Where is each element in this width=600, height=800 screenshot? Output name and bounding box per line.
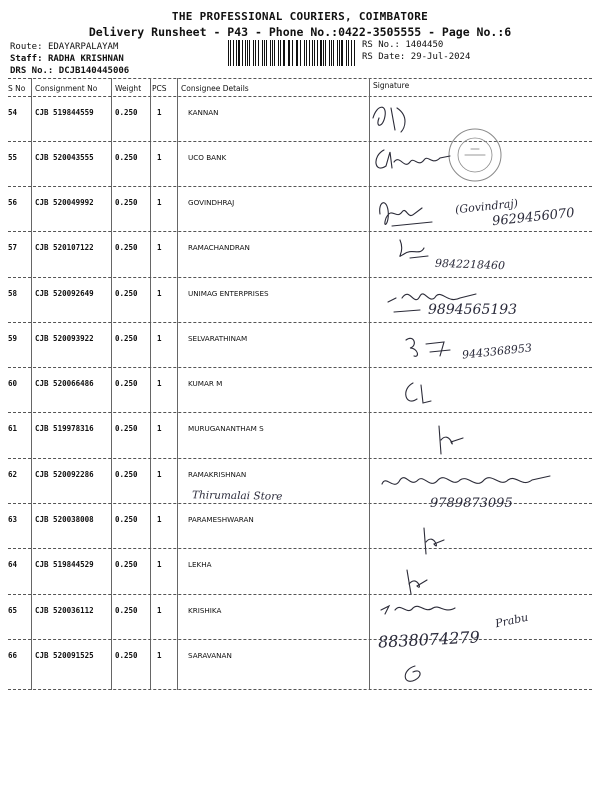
consignment-cell: CJB 520093922 [35,334,94,343]
pcs-cell: 1 [157,560,162,569]
signature-scribble [365,98,425,142]
pcs-cell: 1 [157,424,162,433]
weight-cell: 0.250 [115,379,138,388]
barcode-bar [289,40,290,66]
runsheet-title: Delivery Runsheet - P43 - Phone No.:0422-3505555 - Page No.:6 [88,25,512,39]
handwritten-phone: 9629456070 [491,205,576,230]
sno-cell: 59 [8,334,18,343]
table-row [0,549,600,594]
weight-cell: 0.250 [115,289,138,298]
handwritten-name: (Govindraj) [454,196,519,217]
consignment-cell: CJB 520049992 [35,198,94,207]
drs-line [10,66,129,76]
barcode-bar [228,40,229,66]
drs-value: DCJB140445006 [58,66,130,76]
col-header-signature: Signature [373,81,410,90]
barcode-bar [346,40,348,66]
drs-label: DRS No.: [10,66,54,76]
barcode-bar [309,40,310,66]
weight-cell: 0.250 [115,153,138,162]
signature-scribble [375,598,475,622]
barcode-bar [351,40,352,66]
pcs-cell: 1 [157,470,162,479]
barcode-bar [266,40,267,66]
handwritten-name: Prabu [494,610,530,631]
sno-cell: 62 [8,470,18,479]
col-header-consignee: Consignee Details [181,84,249,93]
signature-scribble [372,468,572,498]
barcode-bar [325,40,326,66]
weight-cell: 0.250 [115,334,138,343]
signature-scribble [380,282,490,322]
weight-cell: 0.250 [115,198,138,207]
weight-cell: 0.250 [115,651,138,660]
consignee-cell: MURUGANANTHAM S [188,424,264,433]
consignment-cell: CJB 520066486 [35,379,94,388]
barcode-bar [300,40,302,66]
pcs-cell: 1 [157,198,162,207]
signature-scribble [372,192,462,232]
pcs-cell: 1 [157,334,162,343]
route-line [10,42,118,52]
table-row [0,640,600,685]
signature-scribble [400,330,470,364]
route-label: Route: [10,42,43,52]
table-row [0,142,600,187]
pcs-cell: 1 [157,108,162,117]
sno-cell: 66 [8,651,18,660]
sno-cell: 54 [8,108,18,117]
table-row [0,97,600,142]
barcode-bar [242,40,243,66]
consignment-cell: CJB 520091525 [35,651,94,660]
row-separator [8,548,592,549]
pcs-cell: 1 [157,651,162,660]
weight-cell: 0.250 [115,606,138,615]
signature-scribble [370,140,460,180]
consignee-cell: PARAMESHWARAN [188,515,254,524]
consignee-cell: SELVARATHINAM [188,334,248,343]
barcode-bar [245,40,246,66]
barcode-bar [304,40,305,66]
sno-cell: 65 [8,606,18,615]
signature-scribble [395,660,435,690]
row-separator [8,594,592,595]
pcs-cell: 1 [157,379,162,388]
pcs-cell: 1 [157,243,162,252]
signature-scribble [425,420,475,460]
consignee-cell: SARAVANAN [188,651,232,660]
table-bottom-rule [8,689,592,690]
rs-date-value: 29-Jul-2024 [410,52,471,62]
barcode-bar [323,40,324,66]
barcode-bar [339,40,340,66]
consignee-cell: RAMACHANDRAN [188,243,250,252]
row-separator [8,367,592,368]
consignee-cell: KUMAR M [188,379,223,388]
weight-cell: 0.250 [115,424,138,433]
sno-cell: 64 [8,560,18,569]
sno-cell: 57 [8,243,18,252]
staff-line [10,54,124,64]
signature-scribble [410,522,460,558]
barcode-bar [236,40,237,66]
rs-no-value: 1404450 [405,40,444,50]
signature-scribble [395,375,445,411]
route-value: EDAYARPALAYAM [47,42,119,52]
col-header-consignment: Consignment No [35,84,98,93]
barcode-bar [278,40,279,66]
barcode-bar [270,40,271,66]
barcode-bar [253,40,254,66]
row-separator [8,412,592,413]
col-header-pcs: PCS [152,84,167,93]
barcode-bar [329,40,330,66]
barcode-bar [348,40,349,66]
consignment-cell: CJB 519978316 [35,424,94,433]
barcode-bar [337,40,338,66]
barcode-bar [320,40,322,66]
barcode-bar [238,40,240,66]
barcode-bar [312,40,313,66]
row-separator [8,231,592,232]
signature-scribble [395,562,445,598]
barcode-bar [233,40,234,66]
barcode-bar [306,40,307,66]
consignment-cell: CJB 519844529 [35,560,94,569]
pcs-cell: 1 [157,289,162,298]
row-separator [8,639,592,640]
sno-cell: 56 [8,198,18,207]
handwritten-phone: 9842218460 [434,256,506,273]
row-separator [8,186,592,187]
barcode-bar [262,40,263,66]
consignee-cell: LEKHA [188,560,212,569]
barcode-bar [272,40,273,66]
sno-cell: 55 [8,153,18,162]
barcode-bar [274,40,275,66]
consignment-cell: CJB 520107122 [35,243,94,252]
company-title: THE PROFESSIONAL COURIERS, COIMBATORE [171,10,429,23]
barcode-bar [288,40,289,66]
consignee-cell: GOVINDHRAJ [188,198,235,207]
sno-cell: 58 [8,289,18,298]
barcode-bar [317,40,318,66]
row-separator [8,322,592,323]
consignee-cell: UCO BANK [188,153,227,162]
pcs-cell: 1 [157,515,162,524]
rs-date-line [362,52,470,62]
handwritten-phone: 9789873095 [430,496,513,511]
barcode-bar [297,40,298,66]
barcode-bar [333,40,334,66]
weight-cell: 0.250 [115,243,138,252]
consignee-cell: UNIMAG ENTERPRISES [188,289,269,298]
rs-no-line [362,40,443,50]
barcode-bar [341,40,342,66]
barcode-bar [314,40,315,66]
barcode-bar [247,40,248,66]
handwritten-note: Thirumalai Store [191,489,283,503]
barcode-bar [264,40,265,66]
barcode-bar [255,40,256,66]
handwritten-phone: 9894565193 [428,302,518,318]
row-separator [8,458,592,459]
barcode-bar [283,40,285,66]
weight-cell: 0.250 [115,515,138,524]
col-header-weight: Weight [115,84,142,93]
col-header-sno: S No [8,84,26,93]
pcs-cell: 1 [157,153,162,162]
pcs-cell: 1 [157,606,162,615]
consignment-cell: CJB 520038008 [35,515,94,524]
barcode-bar [292,40,293,66]
consignee-cell: KRISHIKA [188,606,222,615]
rs-date-label: RS Date: [362,52,406,62]
sno-cell: 61 [8,424,18,433]
weight-cell: 0.250 [115,560,138,569]
row-separator [8,277,592,278]
barcode-bar [354,40,355,66]
barcode-bar [249,40,250,66]
barcode-bar [230,40,231,66]
staff-value: RADHA KRISHNAN [47,54,124,64]
staff-label: Staff: [10,54,43,64]
sno-cell: 60 [8,379,18,388]
consignment-cell: CJB 519844559 [35,108,94,117]
handwritten-phone: 8838074279 [377,627,481,652]
table-row [0,413,600,458]
consignment-cell: CJB 520092649 [35,289,94,298]
weight-cell: 0.250 [115,470,138,479]
table-top-rule [8,78,592,79]
consignee-cell: KANNAN [188,108,219,117]
barcode-bar [296,40,297,66]
consignment-cell: CJB 520036112 [35,606,94,615]
weight-cell: 0.250 [115,108,138,117]
barcode-bar [258,40,260,66]
table-row [0,232,600,277]
barcode [228,40,356,66]
consignee-cell: RAMAKRISHNAN [188,470,247,479]
signature-scribble [380,234,450,264]
rs-no-label: RS No.: [362,40,400,50]
barcode-bar [280,40,281,66]
table-row [0,368,600,413]
barcode-bar [331,40,332,66]
handwritten-phone: 9443368953 [461,341,533,362]
consignment-cell: CJB 520092286 [35,470,94,479]
consignment-cell: CJB 520043555 [35,153,94,162]
sno-cell: 63 [8,515,18,524]
